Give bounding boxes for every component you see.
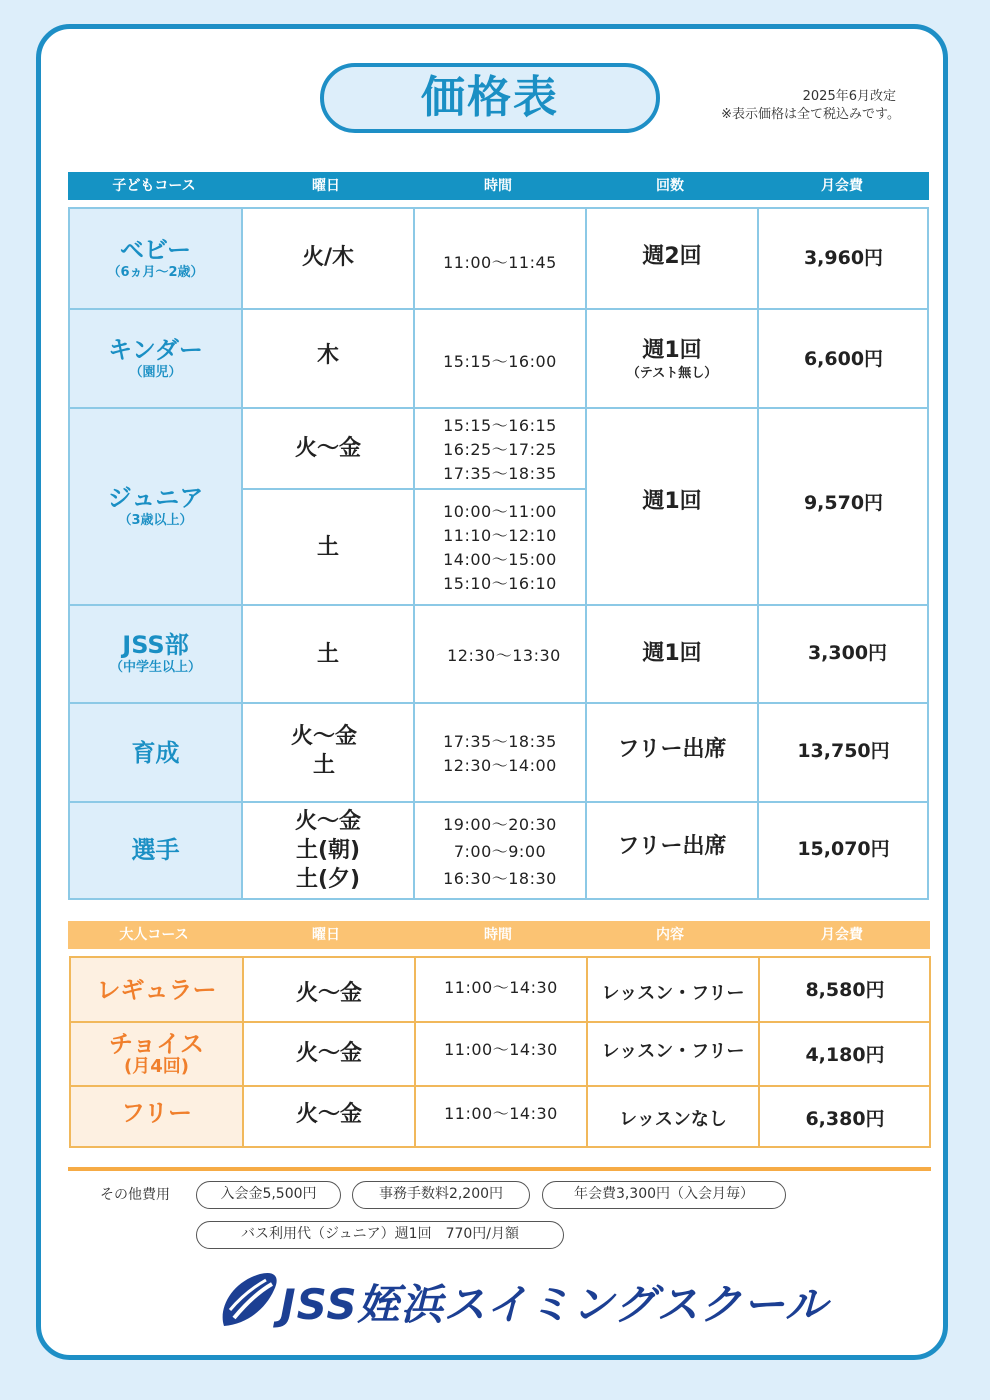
fee-cell bbox=[758, 802, 929, 892]
time-text: 10:00～11:00 bbox=[443, 502, 557, 521]
course-cell-free bbox=[71, 1086, 242, 1146]
day-text: 火～金 bbox=[294, 436, 361, 461]
course-cell-baby bbox=[70, 209, 241, 309]
content-cell bbox=[587, 960, 759, 1023]
count-text: 週2回 bbox=[642, 244, 702, 269]
grid-line bbox=[414, 958, 416, 1146]
count-text: 週1回 bbox=[642, 488, 702, 514]
time-cell bbox=[414, 410, 586, 489]
day-text: 木 bbox=[316, 342, 339, 368]
header-time: 時間 bbox=[484, 927, 512, 943]
course-name: ジュニア bbox=[107, 483, 204, 512]
course-cell-ikusei bbox=[70, 703, 241, 802]
fee-pill-entry: 入会金5,500円 bbox=[196, 1181, 341, 1209]
day-text: 火～金 bbox=[295, 1101, 362, 1127]
day-cell bbox=[242, 408, 414, 489]
grid-line bbox=[586, 958, 588, 1146]
time-text: 19:00～20:30 bbox=[443, 815, 557, 834]
time-text: 15:15～16:00 bbox=[443, 352, 557, 371]
count-cell bbox=[586, 311, 758, 408]
count-note: （テスト無し） bbox=[626, 365, 718, 381]
time-text: 14:00～15:00 bbox=[443, 550, 557, 569]
course-age: （中学生以上） bbox=[109, 660, 201, 675]
day-text: 火～金 bbox=[290, 724, 357, 749]
course-name: レギュラー bbox=[96, 975, 217, 1004]
content-text: レッスン・フリー bbox=[601, 1041, 745, 1062]
time-cell bbox=[418, 609, 590, 703]
day-cell bbox=[242, 605, 414, 703]
time-text: 16:25～17:25 bbox=[443, 439, 557, 459]
header-fee: 月会費 bbox=[821, 178, 863, 194]
course-cell-choice bbox=[71, 1022, 242, 1085]
day-cell bbox=[238, 703, 410, 799]
adult-table-header bbox=[68, 921, 930, 949]
other-fees-label: その他費用 bbox=[100, 1187, 170, 1203]
time-text: 12:30～14:00 bbox=[443, 755, 557, 775]
day-text: 火～金 bbox=[295, 981, 362, 1006]
day-text: 土 bbox=[316, 534, 339, 560]
fee-cell bbox=[758, 408, 929, 595]
fee-text: 4,180円 bbox=[805, 1044, 885, 1066]
fee-cell bbox=[758, 703, 929, 796]
grid-line bbox=[70, 407, 927, 409]
grid-line bbox=[71, 1021, 929, 1023]
time-cell bbox=[415, 958, 587, 1018]
time-text: 11:10～12:10 bbox=[443, 526, 557, 545]
fee-cell bbox=[759, 958, 931, 1018]
course-cell-jss bbox=[70, 605, 241, 703]
course-name: ベビー bbox=[119, 236, 192, 264]
day-text: 土 bbox=[316, 641, 339, 667]
content-cell bbox=[587, 1020, 759, 1080]
course-frequency: (月4回) bbox=[124, 1055, 189, 1077]
count-text: 週1回 bbox=[642, 337, 702, 363]
course-name: フリー bbox=[120, 1099, 193, 1127]
day-cell bbox=[242, 309, 414, 401]
swoosh-logo-icon bbox=[214, 1268, 284, 1334]
grid-line bbox=[757, 209, 759, 898]
header-fee: 月会費 bbox=[821, 927, 863, 943]
header-course: 大人コース bbox=[119, 927, 189, 943]
course-name: キンダー bbox=[108, 335, 203, 364]
time-text: 17:35～18:35 bbox=[443, 463, 557, 483]
time-text: 12:30～13:30 bbox=[447, 646, 561, 665]
grid-line bbox=[242, 488, 586, 490]
day-text: 火/木 bbox=[301, 244, 355, 270]
day-text: 火～金 bbox=[295, 1041, 362, 1066]
fee-pill-admin: 事務手数料2,200円 bbox=[352, 1181, 530, 1209]
fee-text: 9,570円 bbox=[803, 492, 884, 514]
course-cell-regular bbox=[71, 958, 242, 1021]
time-cell bbox=[414, 316, 586, 408]
tax-note: ※表示価格は全て税込みです。 bbox=[721, 107, 900, 122]
fee-text: 13,750円 bbox=[797, 740, 890, 762]
time-cell bbox=[414, 491, 586, 605]
day-cell bbox=[243, 962, 415, 1025]
course-name: JSS部 bbox=[122, 631, 189, 659]
time-text: 11:00～11:45 bbox=[443, 253, 557, 272]
course-age: （3歳以上） bbox=[118, 512, 193, 528]
count-text: 週1回 bbox=[642, 641, 702, 666]
course-cell-junior bbox=[70, 408, 241, 605]
course-age: （6ヵ月～2歳） bbox=[107, 265, 204, 280]
time-cell bbox=[414, 705, 586, 802]
time-text: 17:35～18:35 bbox=[443, 731, 557, 751]
course-age: （園児） bbox=[129, 364, 182, 380]
grid-line bbox=[70, 702, 927, 704]
day-text: 土(朝) bbox=[295, 837, 361, 863]
header-course: 子どもコース bbox=[112, 178, 196, 194]
school-logo bbox=[214, 1268, 828, 1334]
fee-pill-annual: 年会費3,300円（入会月毎） bbox=[542, 1181, 786, 1209]
adult-table bbox=[69, 956, 931, 1148]
course-cell-senshu bbox=[70, 802, 241, 898]
grid-line bbox=[70, 308, 927, 310]
day-text: 土 bbox=[312, 753, 335, 778]
count-text: フリー出席 bbox=[617, 736, 727, 762]
count-cell bbox=[586, 703, 758, 796]
content-text: レッスン・フリー bbox=[601, 982, 745, 1004]
day-cell bbox=[242, 802, 414, 898]
logo-text: JSS姪浜スイミングスクール bbox=[280, 1280, 828, 1329]
count-cell bbox=[586, 802, 758, 892]
time-cell bbox=[415, 1020, 587, 1080]
section-divider bbox=[68, 1167, 931, 1171]
day-cell bbox=[242, 209, 414, 305]
day-text: 土(夕) bbox=[295, 866, 361, 892]
day-cell bbox=[242, 489, 414, 605]
fee-cell bbox=[758, 309, 929, 406]
count-cell bbox=[586, 605, 758, 703]
grid-line bbox=[241, 209, 243, 898]
page-title: 価格表 bbox=[320, 63, 660, 133]
fee-text: 3,300円 bbox=[807, 641, 888, 664]
fee-cell bbox=[762, 605, 933, 697]
header-day: 曜日 bbox=[312, 178, 340, 194]
time-text: 15:15～16:15 bbox=[443, 415, 557, 435]
time-cell bbox=[414, 215, 586, 311]
grid-line bbox=[70, 604, 927, 606]
time-text: 16:30～18:30 bbox=[443, 869, 557, 888]
grid-line bbox=[758, 958, 760, 1146]
header-count: 回数 bbox=[656, 178, 684, 194]
fee-text: 8,580円 bbox=[805, 978, 885, 1001]
count-cell bbox=[586, 408, 758, 595]
revision-date: 2025年6月改定 bbox=[802, 89, 896, 104]
day-text: 火～金 bbox=[294, 808, 361, 834]
time-text: 15:10～16:10 bbox=[443, 574, 557, 593]
header-content: 内容 bbox=[656, 927, 684, 943]
time-cell bbox=[414, 805, 586, 898]
day-cell bbox=[243, 1084, 415, 1144]
course-name: 育成 bbox=[131, 738, 180, 767]
fee-cell bbox=[758, 209, 929, 303]
grid-line bbox=[70, 801, 927, 803]
grid-line bbox=[413, 209, 415, 898]
header-day: 曜日 bbox=[312, 927, 340, 943]
content-text: レッスンなし bbox=[619, 1109, 727, 1130]
time-text: 7:00～9:00 bbox=[453, 842, 547, 861]
grid-line bbox=[585, 209, 587, 898]
fee-text: 6,380円 bbox=[805, 1107, 885, 1130]
kids-table bbox=[68, 207, 929, 900]
header-time: 時間 bbox=[484, 178, 512, 194]
fee-text: 3,960円 bbox=[803, 246, 884, 269]
grid-line bbox=[242, 958, 244, 1146]
time-text: 11:00～14:30 bbox=[444, 1104, 558, 1123]
count-text: フリー出席 bbox=[617, 834, 727, 859]
count-cell bbox=[586, 209, 758, 305]
kids-table-header bbox=[68, 172, 929, 200]
course-cell-kinder bbox=[70, 309, 241, 408]
fee-text: 6,600円 bbox=[803, 348, 884, 370]
fee-pill-bus: バス利用代（ジュニア）週1回 770円/月額 bbox=[196, 1221, 564, 1249]
fee-cell bbox=[759, 1088, 931, 1146]
course-name: チョイス bbox=[108, 1029, 205, 1058]
fee-text: 15,070円 bbox=[797, 837, 890, 860]
revision-note bbox=[690, 88, 900, 124]
content-cell bbox=[587, 1088, 759, 1148]
time-text: 11:00～14:30 bbox=[444, 1040, 558, 1059]
fee-cell bbox=[759, 1022, 931, 1085]
course-name: 選手 bbox=[131, 836, 180, 864]
day-cell bbox=[243, 1022, 415, 1085]
time-cell bbox=[415, 1084, 587, 1144]
grid-line bbox=[71, 1085, 929, 1087]
time-text: 11:00～14:30 bbox=[444, 978, 558, 997]
